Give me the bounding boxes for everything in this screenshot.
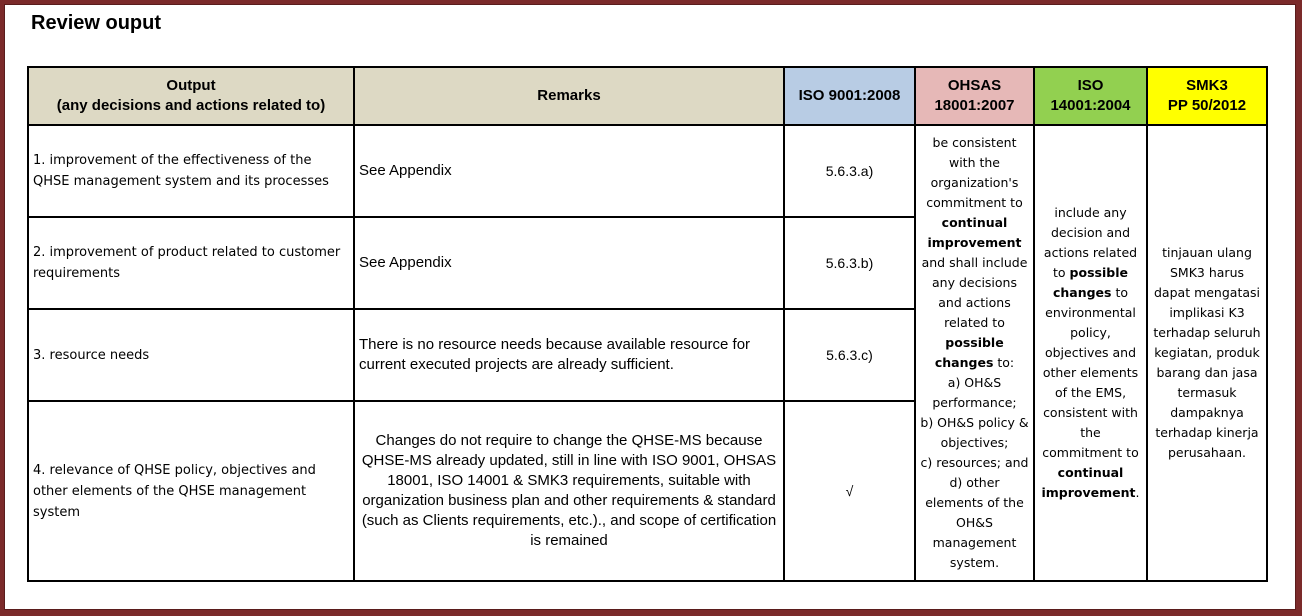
ohsas-text-part1: be consistent with the organization's commitment to [926,135,1023,210]
ohsas-requirement-cell [915,125,1034,581]
ohsas-item-c: c) resources; and [920,455,1029,470]
ohsas-text-part3: to: [993,355,1015,370]
iso9001-ref-cell: 5.6.3.b) [784,217,915,309]
header-output-subtitle: (any decisions and actions related to) [56,97,326,114]
header-ohsas-line1: OHSAS [947,77,1002,94]
header-ohsas [915,67,1034,125]
review-output-table [27,66,1268,582]
ohsas-item-a: a) OH&S performance; [932,375,1017,410]
remarks-cell: Changes do not require to change the QHSE-MS because QHSE-MS already updated, still in line with ISO 9001, OHSAS 18001, ISO 14001 & SMK3 requirements, suitable with organization business plan and other requirements & standard (such as Clients requirements, etc.)., and scope of certification is remained [354,401,784,581]
iso9001-ref-cell: 5.6.3.a) [784,125,915,217]
iso14001-text-part1: include any decision and actions related to [1043,205,1138,280]
remarks-cell: See Appendix [354,125,784,217]
page-title: Review ouput [31,12,162,34]
header-smk3-line1: SMK3 [1186,77,1228,94]
ohsas-text-bold1: continual improvement [927,215,1022,250]
iso14001-text-part3: . [1135,485,1140,500]
checkmark-icon: √ [784,401,915,581]
iso14001-text-bold1: possible changes [1052,265,1128,300]
iso14001-text-bold2: continual improvement [1041,465,1136,500]
header-ohsas-line2: 18001:2007 [934,97,1015,114]
header-row [28,67,1267,125]
iso14001-text-part2: to environmental policy, objectives and other elements of the EMS, consistent with the commitment to [1042,285,1139,460]
remarks-cell: There is no resource needs because available resource for current executed projects are already sufficient. [354,309,784,401]
ohsas-item-b: b) OH&S policy & objectives; [920,415,1029,450]
output-cell: 4. relevance of QHSE policy, objectives and other elements of the QHSE management system [28,401,354,581]
ohsas-text-part2: and shall include any decisions and actions related to [921,255,1028,330]
iso14001-requirement-cell [1034,125,1147,581]
header-iso14001-line2: 14001:2004 [1050,97,1131,114]
header-smk3 [1147,67,1267,125]
header-remarks: Remarks [354,67,784,125]
header-iso14001-line1: ISO [1077,77,1104,94]
header-iso14001 [1034,67,1147,125]
output-cell: 3. resource needs [28,309,354,401]
header-output [28,67,354,125]
header-iso9001: ISO 9001:2008 [784,67,915,125]
output-cell: 1. improvement of the effectiveness of the QHSE management system and its processes [28,125,354,217]
header-output-title: Output [166,77,216,94]
ohsas-item-d: d) other elements of the OH&S management system. [925,475,1024,570]
table-row [28,125,1267,217]
ohsas-text-bold2: possible changes [934,335,1004,370]
smk3-requirement-cell: tinjauan ulang SMK3 harus dapat mengatasi implikasi K3 terhadap seluruh kegiatan, produk barang dan jasa termasuk dampaknya terhadap kinerja perusahaan. [1147,125,1267,581]
iso9001-ref-cell: 5.6.3.c) [784,309,915,401]
output-cell: 2. improvement of product related to customer requirements [28,217,354,309]
remarks-cell: See Appendix [354,217,784,309]
header-smk3-line2: PP 50/2012 [1167,97,1247,114]
